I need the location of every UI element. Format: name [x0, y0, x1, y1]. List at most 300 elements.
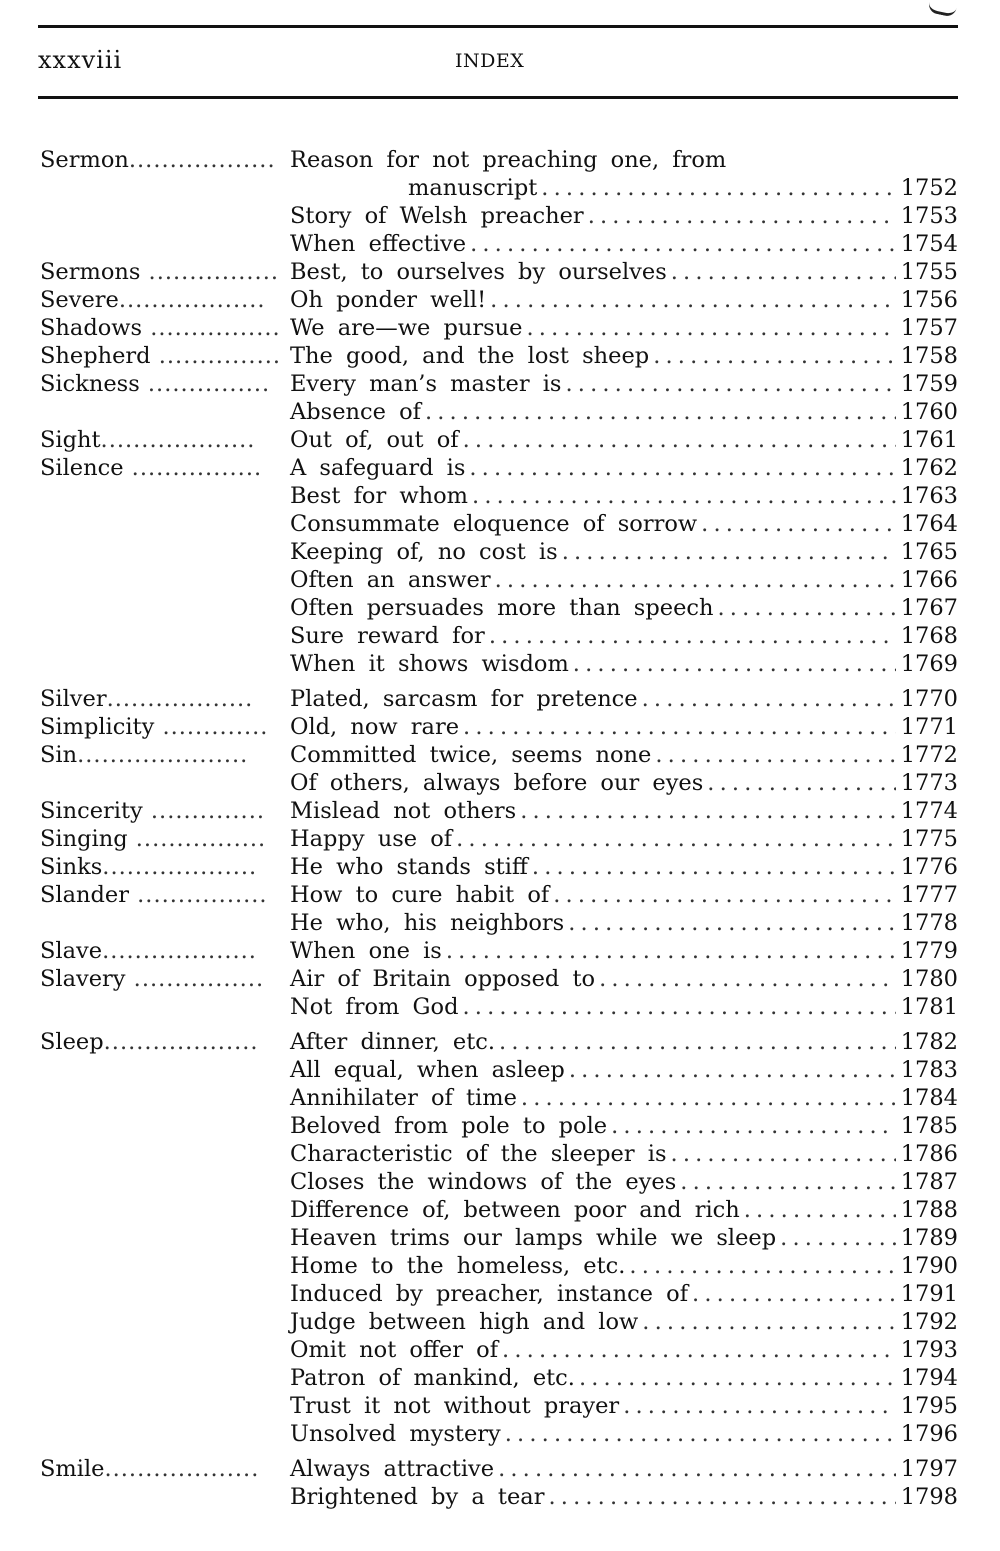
leader-dots: [562, 538, 896, 566]
index-subentry: [290, 797, 958, 825]
subentry-text: Closes the windows of the eyes: [290, 1169, 677, 1195]
reference-number: 1784: [900, 1085, 958, 1111]
term-leader-dots: ................: [123, 455, 263, 481]
leader-dots: [780, 1224, 896, 1252]
subentry-text: Sure reward for: [290, 623, 485, 649]
reference-number: 1757: [900, 315, 958, 341]
reference-number: 1769: [900, 651, 958, 677]
leader-dots: [642, 1308, 896, 1336]
subentry-text: Brightened by a tear: [290, 1484, 545, 1510]
index-row: [0, 685, 1000, 713]
subentry-text: When one is: [290, 938, 442, 964]
subentry-text: Oh ponder well!: [290, 287, 487, 313]
leader-dots: [744, 1196, 896, 1224]
leader-dots: [490, 286, 896, 314]
leader-dots: [462, 993, 896, 1021]
subentry-text: Of others, always before our eyes: [290, 770, 704, 796]
subentry-text: Judge between high and low: [290, 1309, 639, 1335]
index-row: [0, 1028, 1000, 1056]
index-subentry: [290, 993, 958, 1021]
index-subentry: [290, 622, 958, 650]
index-term: [40, 797, 265, 825]
reference-number: 1776: [900, 854, 958, 880]
index-row: [0, 202, 1000, 230]
reference-number: 1796: [900, 1421, 958, 1447]
page-corner-mark: [927, 1, 957, 18]
reference-number: 1793: [900, 1337, 958, 1363]
index-term-text: Slavery: [40, 966, 126, 992]
index-row: [0, 1252, 1000, 1280]
index-subentry: [290, 1224, 958, 1252]
index-term-text: Sinks: [40, 854, 103, 880]
index-term-text: Simplicity: [40, 714, 155, 740]
subentry-text: Out of, out of: [290, 427, 459, 453]
term-leader-dots: ...................: [102, 854, 258, 880]
reference-number: 1795: [900, 1393, 958, 1419]
leader-dots: [579, 1364, 896, 1392]
subentry-text: When effective: [290, 231, 467, 257]
reference-number: 1752: [900, 175, 958, 201]
reference-number: 1774: [900, 798, 958, 824]
index-term: [40, 342, 281, 370]
reference-number: 1786: [900, 1141, 958, 1167]
index-term-text: Silver: [40, 686, 107, 712]
reference-number: 1777: [900, 882, 958, 908]
subentry-text: The good, and the lost sheep: [290, 343, 650, 369]
index-row: [0, 713, 1000, 741]
subentry-text: Not from God: [290, 994, 459, 1020]
leader-dots: [472, 482, 896, 510]
leader-dots: [569, 1056, 896, 1084]
index-row: [0, 769, 1000, 797]
index-term: [40, 314, 281, 342]
index-subentry: [290, 769, 958, 797]
index-row: [0, 538, 1000, 566]
leader-dots: [532, 853, 896, 881]
index-subentry: [290, 1483, 958, 1511]
leader-dots: [611, 1112, 896, 1140]
reference-number: 1760: [900, 399, 958, 425]
index-term: [40, 937, 257, 965]
subentry-text: Every man’s master is: [290, 371, 562, 397]
subentry-text: manuscript: [408, 175, 538, 201]
index-subentry: [290, 937, 958, 965]
leader-dots: [629, 1252, 896, 1280]
index-row: [0, 146, 1000, 174]
reference-number: 1788: [900, 1197, 958, 1223]
index-subentry: [290, 650, 958, 678]
subentry-text: Patron of mankind, etc.: [290, 1365, 575, 1391]
term-leader-dots: ...............: [139, 371, 271, 397]
subentry-text: Always attractive: [290, 1456, 495, 1482]
index-subentry: [290, 426, 958, 454]
subentry-text: Old, now rare: [290, 714, 460, 740]
reference-number: 1780: [900, 966, 958, 992]
leader-dots: [446, 937, 896, 965]
leader-dots: [680, 1168, 896, 1196]
index-subentry: [290, 1028, 958, 1056]
reference-number: 1756: [900, 287, 958, 313]
subentry-text: Air of Britain opposed to: [290, 966, 596, 992]
reference-number: 1772: [900, 742, 958, 768]
index-row: [0, 1455, 1000, 1483]
index-subentry: [290, 1112, 958, 1140]
index-subentry: [290, 965, 958, 993]
reference-number: 1753: [900, 203, 958, 229]
reference-number: 1755: [900, 259, 958, 285]
index-term-text: Smile: [40, 1456, 105, 1482]
subentry-text: All equal, when asleep: [290, 1057, 565, 1083]
index-term: [40, 881, 268, 909]
index-term-text: Slander: [40, 882, 129, 908]
index-subentry: [290, 594, 958, 622]
index-row: [0, 993, 1000, 1021]
index-subentry: [290, 230, 958, 258]
reference-number: 1761: [900, 427, 958, 453]
index-row: [0, 1112, 1000, 1140]
term-leader-dots: ...............: [150, 343, 282, 369]
subentry-text: Annihilater of time: [290, 1085, 517, 1111]
reference-number: 1763: [900, 483, 958, 509]
index-subentry: [408, 174, 958, 202]
index-subentry: [290, 398, 958, 426]
leader-dots: [502, 1336, 896, 1364]
reference-number: 1798: [900, 1484, 958, 1510]
term-leader-dots: ..................: [128, 147, 276, 173]
leader-dots: [671, 258, 896, 286]
leader-dots: [642, 685, 896, 713]
index-subentry: [290, 1168, 958, 1196]
index-term: [40, 825, 266, 853]
index-row: [0, 1056, 1000, 1084]
index-row: [0, 1364, 1000, 1392]
subentry-text: Mislead not others: [290, 798, 517, 824]
subentry-text: Best, to ourselves by ourselves: [290, 259, 667, 285]
reference-number: 1762: [900, 455, 958, 481]
index-row: [0, 1280, 1000, 1308]
index-row: [0, 342, 1000, 370]
leader-dots: [692, 1280, 896, 1308]
index-row: [0, 909, 1000, 937]
subentry-text: Absence of: [290, 399, 421, 425]
subentry-text: Keeping of, no cost is: [290, 539, 558, 565]
subentry-text: Happy use of: [290, 826, 453, 852]
subentry-text: How to cure habit of: [290, 882, 550, 908]
leader-dots: [568, 909, 896, 937]
index-row: [0, 797, 1000, 825]
reference-number: 1775: [900, 826, 958, 852]
index-entries: [0, 146, 1000, 1511]
reference-number: 1789: [900, 1225, 958, 1251]
index-row: [0, 1483, 1000, 1511]
index-subentry: [290, 1056, 958, 1084]
leader-dots: [655, 741, 896, 769]
subentry-text: When it shows wisdom: [290, 651, 569, 677]
term-leader-dots: ...................: [100, 427, 256, 453]
index-row: [0, 1420, 1000, 1448]
index-row: [0, 1308, 1000, 1336]
subentry-text: Reason for not preaching one, from: [290, 147, 727, 173]
index-term-text: Sleep: [40, 1029, 104, 1055]
index-row: [0, 594, 1000, 622]
index-subentry: [290, 538, 958, 566]
term-leader-dots: .....................: [77, 742, 249, 768]
index-term: [40, 1028, 259, 1056]
index-term: [40, 286, 266, 314]
term-leader-dots: ...................: [103, 1029, 259, 1055]
reference-number: 1790: [900, 1253, 958, 1279]
reference-number: 1785: [900, 1113, 958, 1139]
subentry-text: Home to the homeless, etc.: [290, 1253, 626, 1279]
index-row: [0, 482, 1000, 510]
index-subentry: [290, 1196, 958, 1224]
index-row: [0, 566, 1000, 594]
reference-number: 1778: [900, 910, 958, 936]
index-row: [0, 965, 1000, 993]
leader-dots: [623, 1392, 896, 1420]
term-leader-dots: ...................: [102, 938, 257, 964]
reference-number: 1783: [900, 1057, 958, 1083]
index-term: [40, 685, 253, 713]
term-leader-dots: ................: [140, 259, 279, 285]
reference-number: 1794: [900, 1365, 958, 1391]
reference-number: 1770: [900, 686, 958, 712]
leader-dots: [456, 825, 896, 853]
reference-number: 1797: [900, 1456, 958, 1482]
term-leader-dots: ................: [142, 315, 281, 341]
index-row: [0, 258, 1000, 286]
leader-dots: [425, 398, 896, 426]
subentry-text: Story of Welsh preacher: [290, 203, 584, 229]
index-row: [0, 622, 1000, 650]
index-subentry: [290, 1280, 958, 1308]
index-subentry: [290, 1252, 958, 1280]
index-subentry: [290, 454, 958, 482]
subentry-text: He who, his neighbors: [290, 910, 565, 936]
index-subentry: [290, 713, 958, 741]
index-subentry: [290, 510, 958, 538]
reference-number: 1767: [900, 595, 958, 621]
term-leader-dots: ................: [129, 882, 268, 908]
index-row: [0, 1196, 1000, 1224]
leader-dots: [463, 713, 896, 741]
leader-dots: [573, 650, 896, 678]
index-subentry: [290, 853, 958, 881]
subentry-text: Committed twice, seems none: [290, 742, 652, 768]
index-row: [0, 881, 1000, 909]
index-row: [0, 853, 1000, 881]
index-term: [40, 146, 276, 174]
index-subentry: [290, 482, 958, 510]
index-row: [0, 286, 1000, 314]
term-leader-dots: ..................: [106, 686, 254, 712]
index-row: [0, 937, 1000, 965]
reference-number: 1791: [900, 1281, 958, 1307]
header-top-rule: [38, 25, 958, 28]
header-bottom-rule: [38, 96, 958, 99]
index-subentry: [290, 1336, 958, 1364]
index-row: [0, 1140, 1000, 1168]
subentry-text: Difference of, between poor and rich: [290, 1197, 740, 1223]
leader-dots: [499, 1028, 896, 1056]
subentry-text: We are—we pursue: [290, 315, 523, 341]
index-term: [40, 741, 248, 769]
index-term: [40, 426, 255, 454]
index-term-text: Sin: [40, 742, 78, 768]
term-leader-dots: ................: [125, 966, 265, 992]
reference-number: 1764: [900, 511, 958, 537]
subentry-text: Plated, sarcasm for pretence: [290, 686, 638, 712]
index-subentry: [290, 1392, 958, 1420]
subentry-text: A safeguard is: [290, 455, 466, 481]
index-subentry: [290, 146, 958, 174]
index-row: [0, 825, 1000, 853]
page-number: xxxviii: [38, 46, 123, 74]
index-row: [0, 398, 1000, 426]
subentry-text: Omit not offer of: [290, 1337, 499, 1363]
term-leader-dots: ..............: [142, 798, 266, 824]
subentry-text: Often persuades more than speech: [290, 595, 714, 621]
index-subentry: [290, 342, 958, 370]
subentry-text: He who stands stiff: [290, 854, 528, 880]
subentry-text: Induced by preacher, instance of: [290, 1281, 689, 1307]
leader-dots: [565, 370, 896, 398]
leader-dots: [463, 426, 896, 454]
index-term-text: Sickness: [40, 371, 140, 397]
index-subentry: [290, 881, 958, 909]
index-row: [0, 426, 1000, 454]
reference-number: 1766: [900, 567, 958, 593]
index-row: [0, 1392, 1000, 1420]
leader-dots: [701, 510, 896, 538]
index-row: [0, 1084, 1000, 1112]
index-term-text: Sermon: [40, 147, 129, 173]
leader-dots: [495, 566, 896, 594]
leader-dots: [541, 174, 896, 202]
index-row: [0, 370, 1000, 398]
term-leader-dots: ..................: [118, 287, 266, 313]
index-term-text: Shadows: [40, 315, 143, 341]
leader-dots: [548, 1483, 896, 1511]
index-subentry: [290, 741, 958, 769]
leader-dots: [469, 454, 896, 482]
index-term: [40, 454, 262, 482]
subentry-text: Unsolved mystery: [290, 1421, 501, 1447]
index-row: [0, 650, 1000, 678]
index-row: [0, 454, 1000, 482]
leader-dots: [521, 1084, 896, 1112]
index-row: [0, 1336, 1000, 1364]
leader-dots: [718, 594, 897, 622]
index-row: [0, 230, 1000, 258]
index-term-text: Silence: [40, 455, 124, 481]
reference-number: 1754: [900, 231, 958, 257]
leader-dots: [505, 1420, 896, 1448]
index-subentry: [290, 1455, 958, 1483]
leader-dots: [553, 881, 896, 909]
leader-dots: [653, 342, 896, 370]
reference-number: 1758: [900, 343, 958, 369]
index-subentry: [290, 1364, 958, 1392]
leader-dots: [470, 230, 896, 258]
index-subentry: [290, 370, 958, 398]
subentry-text: Often an answer: [290, 567, 491, 593]
index-subentry: [290, 202, 958, 230]
index-term: [40, 370, 270, 398]
subentry-text: Trust it not without prayer: [290, 1393, 620, 1419]
leader-dots: [498, 1455, 896, 1483]
reference-number: 1792: [900, 1309, 958, 1335]
index-term-text: Sincerity: [40, 798, 143, 824]
reference-number: 1773: [900, 770, 958, 796]
index-subentry: [290, 314, 958, 342]
index-subentry: [290, 566, 958, 594]
subentry-text: Consummate eloquence of sorrow: [290, 511, 698, 537]
index-subentry: [290, 685, 958, 713]
reference-number: 1768: [900, 623, 958, 649]
index-subentry: [290, 1308, 958, 1336]
index-subentry: [290, 1140, 958, 1168]
index-term: [40, 965, 264, 993]
index-term: [40, 713, 268, 741]
index-term-text: Slave: [40, 938, 103, 964]
index-row: [0, 174, 1000, 202]
leader-dots: [599, 965, 896, 993]
index-term: [40, 853, 257, 881]
index-subentry: [290, 909, 958, 937]
term-leader-dots: ...................: [104, 1456, 260, 1482]
leader-dots: [588, 202, 896, 230]
index-term-text: Shepherd: [40, 343, 151, 369]
reference-number: 1782: [900, 1029, 958, 1055]
leader-dots: [520, 797, 896, 825]
index-row: [0, 741, 1000, 769]
index-term-text: Sermons: [40, 259, 141, 285]
leader-dots: [526, 314, 896, 342]
index-row: [0, 314, 1000, 342]
index-row: [0, 1168, 1000, 1196]
index-term: [40, 1455, 259, 1483]
subentry-text: Best for whom: [290, 483, 469, 509]
index-term-text: Sight: [40, 427, 101, 453]
reference-number: 1781: [900, 994, 958, 1020]
leader-dots: [489, 622, 896, 650]
index-subentry: [290, 258, 958, 286]
leader-dots: [707, 769, 896, 797]
index-row: [0, 1224, 1000, 1252]
index-row: [0, 510, 1000, 538]
index-subentry: [290, 286, 958, 314]
subentry-text: After dinner, etc.: [290, 1029, 496, 1055]
leader-dots: [671, 1140, 896, 1168]
reference-number: 1787: [900, 1169, 958, 1195]
index-term: [40, 258, 279, 286]
subentry-text: Beloved from pole to pole: [290, 1113, 608, 1139]
reference-number: 1771: [900, 714, 958, 740]
index-subentry: [290, 1420, 958, 1448]
reference-number: 1779: [900, 938, 958, 964]
index-subentry: [290, 825, 958, 853]
subentry-text: Heaven trims our lamps while we sleep: [290, 1225, 777, 1251]
reference-number: 1765: [900, 539, 958, 565]
term-leader-dots: ................: [127, 826, 267, 852]
index-subentry: [290, 1084, 958, 1112]
term-leader-dots: .............: [154, 714, 269, 740]
reference-number: 1759: [900, 371, 958, 397]
subentry-text: Characteristic of the sleeper is: [290, 1141, 667, 1167]
running-head: INDEX: [455, 50, 525, 72]
index-term-text: Singing: [40, 826, 128, 852]
